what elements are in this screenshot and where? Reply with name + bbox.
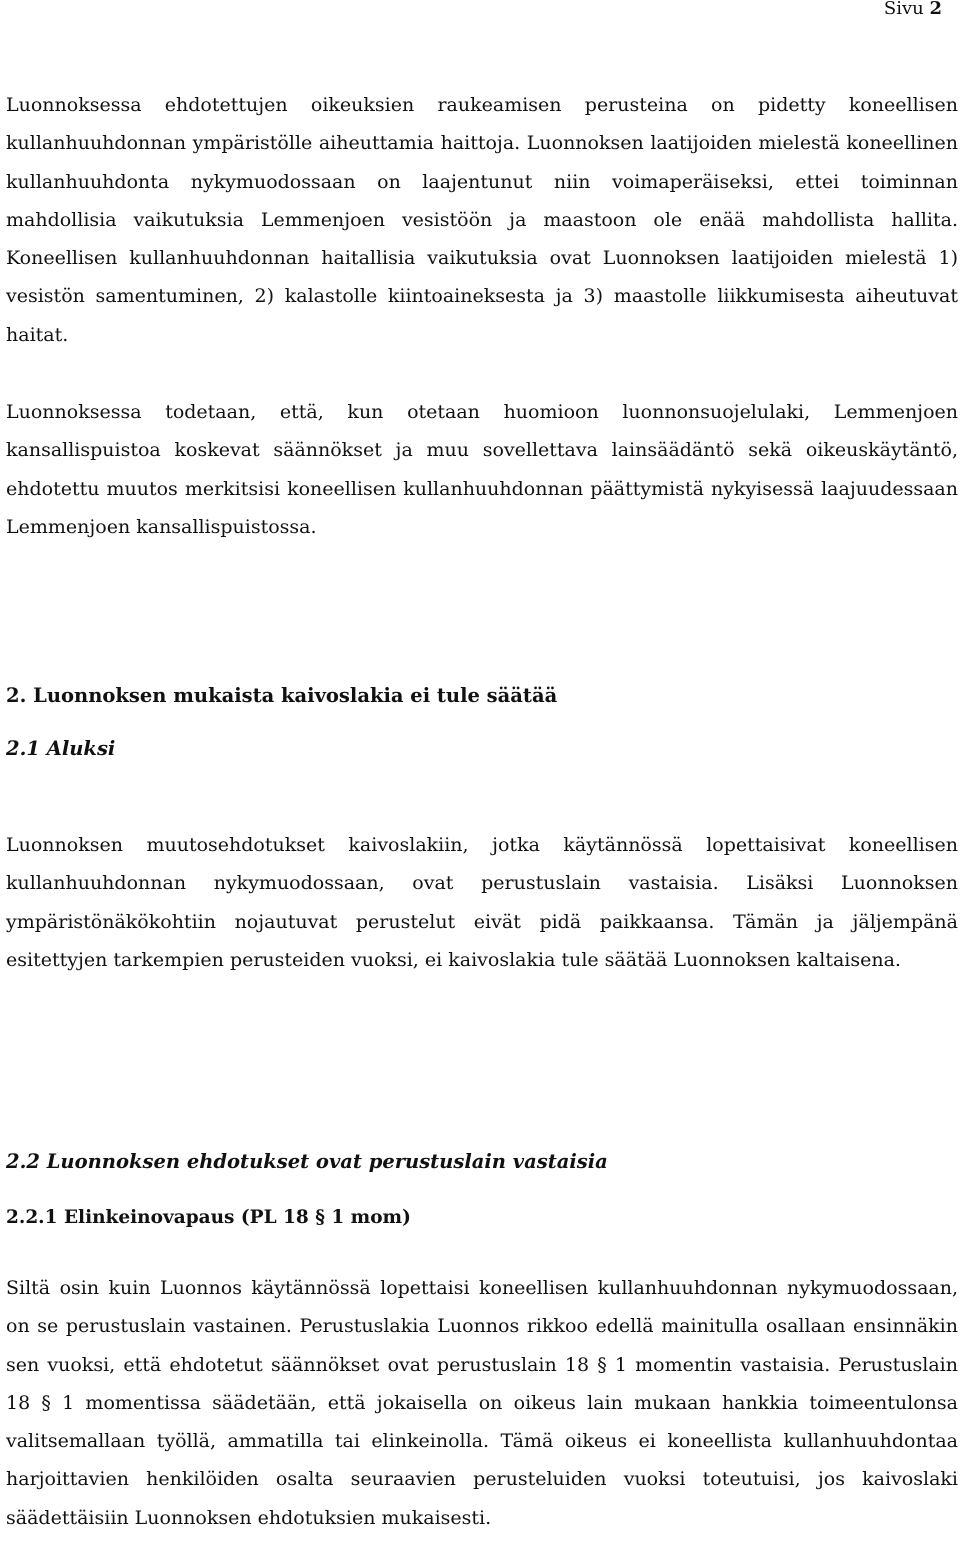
section-heading-2: 2. Luonnoksen mukaista kaivoslakia ei tule säätää xyxy=(6,684,558,707)
section-heading-2-1: 2.1 Aluksi xyxy=(6,737,116,760)
paragraph-3: Luonnoksen muutosehdotukset kaivoslakiin, jotka käytännössä lopettaisivat koneellisen kullanhuuhdonnan nykymuodossaan, ovat perustuslain vastaisia. Lisäksi Luonnoksen ympäristönäkökohtiin nojautuvat perustelut eivät pidä paikkaansa. Tämän ja jäljempänä esitettyjen tarkempien perusteiden vuoksi, ei kaivoslakia tule säätää Luonnoksen kaltaisena. xyxy=(6,834,958,971)
page-number: 2 xyxy=(929,0,942,19)
section-heading-2-2-1: 2.2.1 Elinkeinovapaus (PL 18 § 1 mom) xyxy=(6,1207,411,1228)
page-header xyxy=(884,0,942,18)
page-label: Sivu xyxy=(883,0,924,19)
paragraph-4: Siltä osin kuin Luonnos käytännössä lopettaisi koneellisen kullanhuuhdonnan nykymuodossaan, on se perustuslain vastainen. Perustuslakia Luonnos rikkoo edellä mainitulla osallaan ensinnäkin sen vuoksi, että ehdotetut säännökset ovat perustuslain 18 § 1 momentin vastaisia. Perustuslain 18 § 1 momentissa säädetään, että jokaisella on oikeus lain mukaan hankkia toimeentulonsa valitsemallaan työllä, ammatilla tai elinkeinolla. Tämä oikeus ei koneellista kullanhuuhdontaa harjoittavien henkilöiden osalta seuraavien perusteluiden vuoksi toteutuisi, jos kaivoslaki säädettäisiin Luonnoksen ehdotuksien mukaisesti. xyxy=(6,1277,958,1529)
section-heading-2-2: 2.2 Luonnoksen ehdotukset ovat perustuslain vastaisia xyxy=(6,1150,608,1173)
paragraph-1: Luonnoksessa ehdotettujen oikeuksien raukeamisen perusteina on pidetty koneellisen kullanhuuhdonnan ympäristölle aiheuttamia haittoja. Luonnoksen laatijoiden mielestä koneellinen kullanhuuhdonta nykymuodossaan on laajentunut niin voimaperäiseksi, ettei toiminnan mahdollisia vaikutuksia Lemmenjoen vesistöön ja maastoon ole enää mahdollista hallita. Koneellisen kullanhuuhdonnan haitallisia vaikutuksia ovat Luonnoksen laatijoiden mielestä 1) vesistön samentuminen, 2) kalastolle kiintoaineksesta ja 3) maastolle liikkumisesta aiheutuvat haitat. xyxy=(6,94,958,346)
paragraph-2: Luonnoksessa todetaan, että, kun otetaan huomioon luonnonsuojelulaki, Lemmenjoen kansallispuistoa koskevat säännökset ja muu sovellettava lainsäädäntö sekä oikeuskäytäntö, ehdotettu muutos merkitsisi koneellisen kullanhuuhdonnan päättymistä nykyisessä laajuudessaan Lemmenjoen kansallispuistossa. xyxy=(6,401,958,538)
